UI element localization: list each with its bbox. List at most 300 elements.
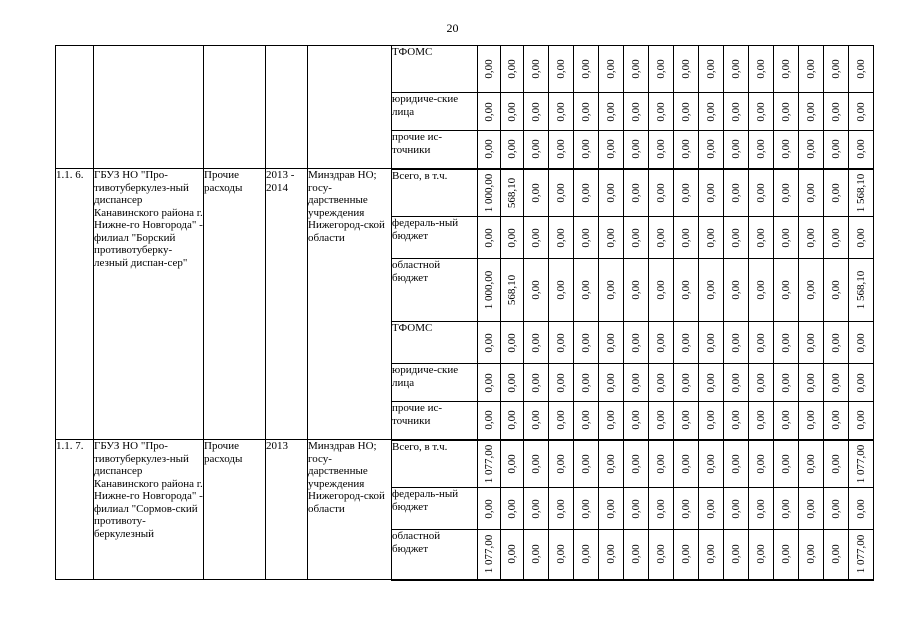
amount-value: 0,00 [579, 410, 592, 430]
amount-value: 0,00 [754, 227, 767, 248]
amount-cell [724, 322, 749, 364]
amount-cell [774, 131, 799, 169]
amount-cell [799, 322, 824, 364]
amount-cell [799, 402, 824, 440]
amount-value: 0,00 [604, 332, 617, 353]
amount-cell [724, 217, 749, 259]
expense-type-cell [204, 46, 266, 169]
executor-cell: Минздрав НО; госу-дарственные учреждения Нижегород-ской области [308, 169, 392, 440]
amount-cell [774, 364, 799, 402]
amount-value: 0,00 [529, 227, 542, 248]
amount-cell [774, 530, 799, 580]
amount-cell [599, 217, 624, 259]
amount-cell [699, 402, 724, 440]
amount-value: 0,00 [654, 139, 667, 159]
amount-value: 0,00 [854, 410, 867, 430]
amount-cell [724, 440, 749, 488]
amount-cell [599, 364, 624, 402]
funding-source-cell: юридиче-ские лица [392, 364, 478, 402]
amount-value: 0,00 [804, 139, 817, 159]
amount-value: 0,00 [804, 544, 817, 564]
amount-cell [749, 530, 774, 580]
amount-cell [824, 402, 849, 440]
amount-value: 0,00 [754, 332, 767, 353]
amount-value: 0,00 [754, 59, 767, 79]
amount-cell [549, 402, 574, 440]
amount-value: 0,00 [629, 498, 642, 519]
amount-cell [649, 131, 674, 169]
amount-cell [674, 322, 699, 364]
amount-value: 0,00 [629, 372, 642, 393]
executor-cell [308, 46, 392, 169]
amount-cell [624, 322, 649, 364]
amount-cell [699, 364, 724, 402]
amount-cell [478, 530, 501, 580]
amount-value: 1 077,00 [482, 444, 495, 483]
amount-value: 0,00 [529, 280, 542, 300]
amount-value: 0,00 [505, 372, 518, 393]
amount-cell [524, 402, 549, 440]
amount-cell [599, 440, 624, 488]
amount-cell [624, 440, 649, 488]
amount-cell [724, 46, 749, 93]
amount-cell [478, 169, 501, 217]
amount-value: 0,00 [729, 101, 742, 122]
table-row [56, 46, 874, 93]
amount-cell [849, 93, 874, 131]
amount-cell [501, 169, 524, 217]
amount-value: 0,00 [482, 101, 495, 122]
amount-value: 0,00 [854, 227, 867, 248]
amount-cell [699, 46, 724, 93]
amount-value: 0,00 [729, 454, 742, 474]
amount-value: 0,00 [679, 183, 692, 203]
item-number-cell [56, 46, 94, 169]
amount-value: 0,00 [579, 280, 592, 300]
amount-value: 0,00 [629, 410, 642, 430]
amount-cell [574, 322, 599, 364]
amount-value: 0,00 [754, 410, 767, 430]
amount-cell [599, 131, 624, 169]
amount-cell [724, 402, 749, 440]
amount-cell [599, 169, 624, 217]
page-number: 20 [446, 21, 459, 35]
amount-cell [649, 322, 674, 364]
amount-value: 0,00 [729, 410, 742, 430]
amount-cell [824, 93, 849, 131]
amount-value: 0,00 [679, 101, 692, 122]
amount-value: 0,00 [804, 454, 817, 474]
amount-value: 0,00 [779, 227, 792, 248]
amount-cell [649, 440, 674, 488]
amount-value: 0,00 [729, 332, 742, 353]
amount-value: 0,00 [804, 227, 817, 248]
amount-cell [849, 169, 874, 217]
amount-value: 0,00 [529, 183, 542, 203]
amount-cell [624, 131, 649, 169]
amount-value: 0,00 [779, 498, 792, 519]
amount-cell [478, 402, 501, 440]
amount-cell [649, 530, 674, 580]
amount-value: 0,00 [604, 454, 617, 474]
amount-value: 0,00 [554, 332, 567, 353]
amount-value: 0,00 [679, 59, 692, 79]
amount-cell [478, 488, 501, 530]
amount-value: 0,00 [804, 280, 817, 300]
amount-cell [849, 322, 874, 364]
funding-source-cell: ТФОМС [392, 46, 478, 93]
amount-value: 0,00 [804, 101, 817, 122]
amount-value: 0,00 [729, 544, 742, 564]
amount-value: 0,00 [482, 410, 495, 430]
amount-cell [799, 93, 824, 131]
amount-cell [699, 131, 724, 169]
amount-value: 0,00 [804, 183, 817, 203]
amount-cell [824, 530, 849, 580]
amount-value: 0,00 [779, 454, 792, 474]
amount-cell [849, 488, 874, 530]
funding-source-cell: ТФОМС [392, 322, 478, 364]
amount-value: 0,00 [654, 372, 667, 393]
amount-cell [501, 364, 524, 402]
amount-cell [774, 46, 799, 93]
amount-value: 0,00 [604, 183, 617, 203]
amount-value: 0,00 [829, 59, 842, 79]
amount-value: 0,00 [704, 280, 717, 300]
funding-source-cell: областной бюджет [392, 259, 478, 322]
budget-table [55, 45, 874, 581]
amount-value: 0,00 [529, 544, 542, 564]
amount-cell [599, 530, 624, 580]
amount-value: 0,00 [779, 101, 792, 122]
amount-value: 0,00 [482, 59, 495, 79]
amount-cell [649, 259, 674, 322]
amount-cell [699, 259, 724, 322]
amount-value: 0,00 [804, 410, 817, 430]
amount-cell [549, 530, 574, 580]
amount-cell [699, 488, 724, 530]
amount-cell [699, 217, 724, 259]
amount-value: 0,00 [554, 498, 567, 519]
amount-cell [599, 488, 624, 530]
amount-value: 0,00 [604, 410, 617, 430]
table-row [56, 440, 874, 488]
amount-cell [524, 259, 549, 322]
amount-value: 1 077,00 [854, 444, 867, 483]
amount-cell [849, 364, 874, 402]
funding-source-cell: прочие ис-точники [392, 402, 478, 440]
amount-value: 0,00 [704, 544, 717, 564]
funding-source-cell: федераль-ный бюджет [392, 488, 478, 530]
amount-value: 0,00 [554, 544, 567, 564]
amount-value: 1 000,00 [482, 270, 495, 310]
amount-cell [599, 93, 624, 131]
years-cell: 2013 [266, 440, 308, 580]
amount-cell [724, 488, 749, 530]
amount-value: 0,00 [529, 372, 542, 393]
amount-value: 0,00 [754, 372, 767, 393]
amount-cell [478, 46, 501, 93]
amount-value: 0,00 [579, 544, 592, 564]
amount-value: 0,00 [754, 139, 767, 159]
amount-cell [749, 364, 774, 402]
amount-value: 0,00 [829, 183, 842, 203]
amount-value: 0,00 [779, 280, 792, 300]
amount-cell [774, 169, 799, 217]
amount-cell [599, 46, 624, 93]
amount-cell [749, 46, 774, 93]
amount-cell [501, 217, 524, 259]
amount-cell [478, 364, 501, 402]
amount-value: 0,00 [854, 332, 867, 353]
amount-value: 0,00 [629, 454, 642, 474]
amount-value: 0,00 [679, 454, 692, 474]
amount-value: 0,00 [554, 280, 567, 300]
amount-value: 0,00 [829, 410, 842, 430]
amount-value: 0,00 [604, 227, 617, 248]
amount-value: 0,00 [779, 59, 792, 79]
amount-value: 0,00 [629, 59, 642, 79]
amount-value: 0,00 [654, 280, 667, 300]
amount-cell [574, 364, 599, 402]
amount-cell [774, 93, 799, 131]
amount-cell [524, 131, 549, 169]
amount-cell [674, 131, 699, 169]
amount-value: 0,00 [529, 332, 542, 353]
amount-cell [674, 402, 699, 440]
amount-cell [674, 217, 699, 259]
amount-value: 0,00 [505, 227, 518, 248]
amount-value: 0,00 [604, 372, 617, 393]
amount-value: 0,00 [482, 498, 495, 519]
amount-value: 1 568,10 [854, 270, 867, 310]
amount-cell [574, 440, 599, 488]
amount-cell [501, 440, 524, 488]
amount-value: 0,00 [829, 498, 842, 519]
amount-cell [674, 530, 699, 580]
amount-value: 0,00 [729, 139, 742, 159]
amount-cell [549, 217, 574, 259]
amount-value: 0,00 [779, 372, 792, 393]
amount-cell [501, 259, 524, 322]
amount-cell [849, 259, 874, 322]
amount-cell [749, 322, 774, 364]
amount-value: 0,00 [654, 332, 667, 353]
amount-cell [501, 93, 524, 131]
amount-cell [824, 322, 849, 364]
amount-cell [749, 440, 774, 488]
amount-cell [749, 217, 774, 259]
amount-cell [649, 169, 674, 217]
amount-cell [649, 93, 674, 131]
amount-cell [624, 46, 649, 93]
amount-value: 0,00 [604, 59, 617, 79]
amount-value: 0,00 [704, 410, 717, 430]
amount-cell [524, 440, 549, 488]
funding-source-cell: Всего, в т.ч. [392, 169, 478, 217]
amount-value: 0,00 [704, 227, 717, 248]
amount-cell [549, 131, 574, 169]
amount-cell [749, 169, 774, 217]
amount-cell [501, 488, 524, 530]
amount-value: 0,00 [505, 410, 518, 430]
amount-cell [624, 364, 649, 402]
amount-cell [649, 364, 674, 402]
amount-cell [524, 169, 549, 217]
amount-value: 0,00 [679, 498, 692, 519]
amount-value: 0,00 [554, 410, 567, 430]
amount-cell [524, 93, 549, 131]
amount-cell [724, 131, 749, 169]
amount-value: 0,00 [704, 101, 717, 122]
amount-value: 0,00 [482, 372, 495, 393]
amount-cell [849, 402, 874, 440]
amount-value: 0,00 [579, 454, 592, 474]
amount-value: 0,00 [679, 544, 692, 564]
amount-cell [674, 259, 699, 322]
amount-value: 568,10 [505, 177, 518, 208]
amount-cell [724, 364, 749, 402]
amount-value: 0,00 [704, 498, 717, 519]
amount-cell [799, 259, 824, 322]
amount-cell [749, 402, 774, 440]
amount-value: 0,00 [829, 332, 842, 353]
amount-value: 0,00 [529, 101, 542, 122]
amount-cell [478, 322, 501, 364]
amount-value: 0,00 [679, 227, 692, 248]
amount-value: 0,00 [729, 59, 742, 79]
amount-value: 1 568,10 [854, 173, 867, 212]
amount-value: 0,00 [629, 101, 642, 122]
amount-value: 0,00 [629, 280, 642, 300]
amount-value: 0,00 [579, 101, 592, 122]
amount-value: 568,10 [505, 274, 518, 306]
amount-cell [574, 259, 599, 322]
amount-value: 0,00 [779, 410, 792, 430]
amount-value: 0,00 [629, 183, 642, 203]
amount-value: 0,00 [779, 332, 792, 353]
amount-value: 0,00 [804, 332, 817, 353]
table-row [56, 169, 874, 217]
amount-value: 0,00 [505, 332, 518, 353]
funding-source-cell: областной бюджет [392, 530, 478, 580]
amount-value: 0,00 [729, 372, 742, 393]
amount-cell [624, 217, 649, 259]
amount-cell [824, 217, 849, 259]
organization-name-cell: ГБУЗ НО "Про-тивотуберкулез-ный диспансер Канавинского района г. Нижне-го Новгорода" - филиал "Сормов-ский противоту-беркулезный [94, 440, 204, 580]
amount-value: 0,00 [829, 139, 842, 159]
amount-cell [724, 93, 749, 131]
amount-value: 0,00 [654, 183, 667, 203]
amount-cell [674, 364, 699, 402]
amount-cell [574, 402, 599, 440]
amount-value: 0,00 [729, 183, 742, 203]
amount-value: 0,00 [829, 280, 842, 300]
amount-cell [774, 322, 799, 364]
amount-value: 0,00 [554, 227, 567, 248]
amount-value: 0,00 [754, 101, 767, 122]
amount-value: 0,00 [804, 498, 817, 519]
amount-value: 0,00 [654, 454, 667, 474]
amount-cell [649, 488, 674, 530]
amount-value: 0,00 [654, 544, 667, 564]
amount-value: 0,00 [679, 280, 692, 300]
amount-cell [624, 402, 649, 440]
amount-value: 0,00 [704, 59, 717, 79]
amount-value: 0,00 [854, 139, 867, 159]
amount-cell [478, 93, 501, 131]
amount-value: 0,00 [729, 280, 742, 300]
amount-cell [524, 322, 549, 364]
amount-cell [574, 93, 599, 131]
amount-value: 0,00 [554, 101, 567, 122]
amount-value: 0,00 [529, 454, 542, 474]
amount-value: 0,00 [704, 454, 717, 474]
item-number-cell: 1.1. 6. [56, 169, 94, 440]
amount-cell [799, 131, 824, 169]
amount-cell [749, 93, 774, 131]
amount-value: 0,00 [529, 59, 542, 79]
amount-value: 0,00 [829, 227, 842, 248]
amount-cell [574, 169, 599, 217]
amount-value: 0,00 [704, 139, 717, 159]
amount-cell [674, 46, 699, 93]
amount-value: 0,00 [505, 139, 518, 159]
amount-cell [749, 488, 774, 530]
amount-value: 0,00 [579, 139, 592, 159]
amount-value: 0,00 [804, 59, 817, 79]
amount-cell [624, 488, 649, 530]
amount-cell [749, 131, 774, 169]
amount-cell [824, 131, 849, 169]
amount-cell [774, 217, 799, 259]
amount-value: 0,00 [704, 332, 717, 353]
amount-cell [849, 46, 874, 93]
amount-cell [599, 402, 624, 440]
amount-value: 1 000,00 [482, 173, 495, 212]
amount-cell [524, 217, 549, 259]
amount-cell [674, 440, 699, 488]
amount-cell [574, 46, 599, 93]
amount-cell [699, 440, 724, 488]
amount-cell [849, 131, 874, 169]
amount-value: 0,00 [604, 280, 617, 300]
amount-value: 0,00 [854, 498, 867, 519]
amount-cell [549, 169, 574, 217]
amount-cell [501, 402, 524, 440]
amount-value: 0,00 [529, 498, 542, 519]
amount-value: 0,00 [679, 332, 692, 353]
amount-cell [524, 46, 549, 93]
amount-value: 0,00 [654, 227, 667, 248]
item-number-cell: 1.1. 7. [56, 440, 94, 580]
amount-cell [774, 259, 799, 322]
amount-cell [849, 217, 874, 259]
amount-value: 0,00 [854, 372, 867, 393]
amount-value: 0,00 [579, 372, 592, 393]
amount-value: 1 077,00 [482, 535, 495, 574]
amount-cell [824, 488, 849, 530]
amount-cell [501, 530, 524, 580]
amount-cell [799, 530, 824, 580]
funding-source-cell: юридиче-ские лица [392, 93, 478, 131]
amount-value: 0,00 [754, 544, 767, 564]
amount-value: 0,00 [754, 454, 767, 474]
amount-cell [674, 169, 699, 217]
amount-cell [824, 364, 849, 402]
expense-type-cell: Прочие расходы [204, 440, 266, 580]
amount-cell [799, 46, 824, 93]
